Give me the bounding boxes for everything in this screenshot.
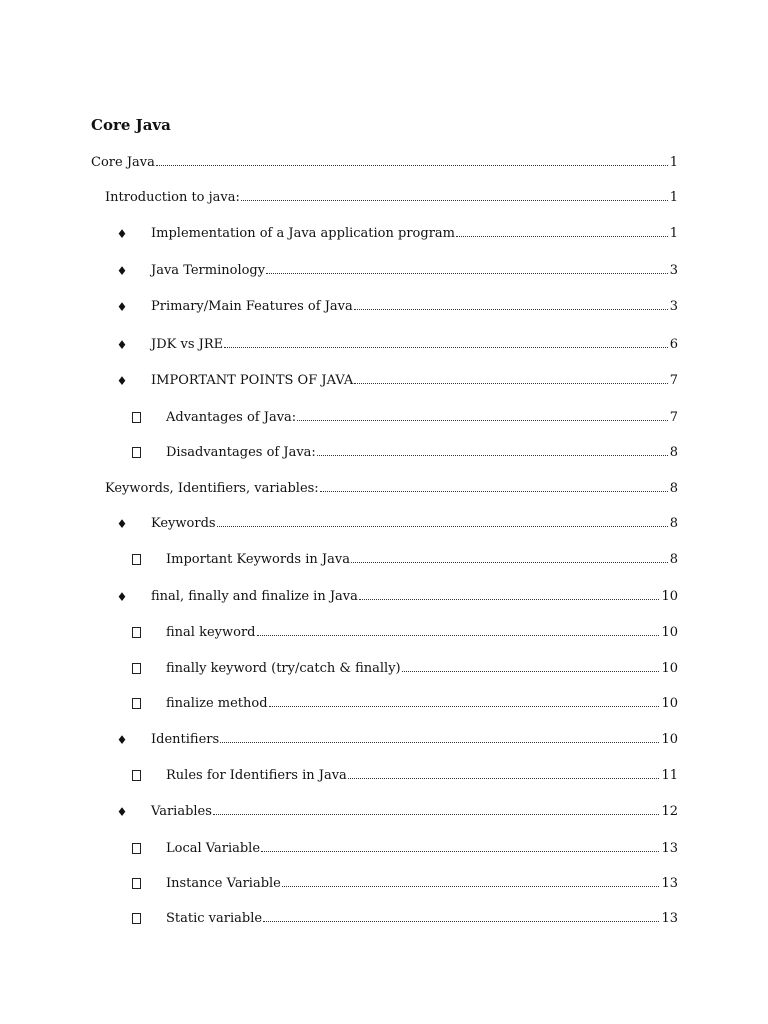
- toc-page-number: 12: [661, 804, 678, 819]
- document-heading: Core Java: [91, 116, 171, 134]
- toc-entry[interactable]: [151, 730, 678, 750]
- dot-leader: [282, 886, 660, 887]
- missing-glyph-icon: [132, 412, 141, 423]
- toc-page-number: 8: [669, 445, 678, 460]
- dot-leader: [297, 420, 668, 421]
- toc-page-number: 8: [669, 516, 678, 531]
- toc-page-number: 10: [661, 696, 678, 711]
- toc-entry[interactable]: [105, 479, 678, 499]
- dot-leader: [317, 455, 668, 456]
- toc-entry-title: Important Keywords in Java: [166, 552, 350, 567]
- toc-entry-title: Static variable: [166, 911, 263, 926]
- toc-page-number: 13: [661, 841, 678, 856]
- toc-entry-title: Implementation of a Java application program: [151, 226, 455, 241]
- toc-entry-title: Rules for Identifiers in Java: [166, 768, 347, 783]
- diamond-bullet-icon: ♦: [116, 590, 128, 604]
- toc-entry[interactable]: [166, 408, 678, 428]
- diamond-bullet-icon: ♦: [116, 805, 128, 819]
- toc-page-number: 10: [661, 589, 678, 604]
- dot-leader: [320, 491, 668, 492]
- dot-leader: [261, 851, 659, 852]
- dot-leader: [351, 562, 668, 563]
- diamond-bullet-icon: ♦: [116, 300, 128, 314]
- toc-page-number: 3: [669, 299, 678, 314]
- toc-entry-title: IMPORTANT POINTS OF JAVA: [151, 373, 354, 388]
- dot-leader: [354, 383, 668, 384]
- missing-glyph-icon: [132, 913, 141, 924]
- toc-entry-title: finalize method: [166, 696, 268, 711]
- toc-page-number: 10: [661, 661, 678, 676]
- toc-page-number: 3: [669, 263, 678, 278]
- dot-leader: [348, 778, 660, 779]
- toc-entry[interactable]: [166, 694, 678, 714]
- toc-entry-title: Keywords, Identifiers, variables:: [105, 481, 319, 496]
- dot-leader: [402, 671, 660, 672]
- toc-entry[interactable]: [166, 623, 678, 643]
- toc-entry[interactable]: [166, 443, 678, 463]
- missing-glyph-icon: [132, 627, 141, 638]
- toc-entry-title: final keyword: [166, 625, 256, 640]
- toc-entry-title: Identifiers: [151, 732, 220, 747]
- toc-page-number: 8: [669, 481, 678, 496]
- dot-leader: [257, 635, 660, 636]
- toc-entry-title: Primary/Main Features of Java: [151, 299, 353, 314]
- toc-entry-title: Java Terminology: [151, 263, 266, 278]
- toc-entry[interactable]: [151, 802, 678, 822]
- toc-entry-title: final, finally and finalize in Java: [151, 589, 358, 604]
- diamond-bullet-icon: ♦: [116, 264, 128, 278]
- toc-entry-title: Keywords: [151, 516, 216, 531]
- missing-glyph-icon: [132, 447, 141, 458]
- toc-entry[interactable]: [166, 659, 678, 679]
- toc-entry[interactable]: [105, 188, 678, 208]
- toc-entry[interactable]: [91, 153, 678, 173]
- dot-leader: [266, 273, 668, 274]
- dot-leader: [156, 165, 668, 166]
- diamond-bullet-icon: ♦: [116, 517, 128, 531]
- toc-entry[interactable]: [151, 371, 678, 391]
- dot-leader: [354, 309, 668, 310]
- toc-entry-title: Local Variable: [166, 841, 261, 856]
- toc-page-number: 10: [661, 625, 678, 640]
- box-bullet-icon: [128, 554, 144, 568]
- toc-entry-title: Introduction to java:: [105, 190, 240, 205]
- dot-leader: [213, 814, 660, 815]
- toc-entry-title: JDK vs JRE: [151, 337, 224, 352]
- toc-page-number: 13: [661, 911, 678, 926]
- box-bullet-icon: [128, 843, 144, 857]
- dot-leader: [269, 706, 660, 707]
- diamond-bullet-icon: ♦: [116, 338, 128, 352]
- toc-page-number: 1: [669, 155, 678, 170]
- diamond-bullet-icon: ♦: [116, 227, 128, 241]
- dot-leader: [456, 236, 668, 237]
- toc-entry[interactable]: [166, 839, 678, 859]
- missing-glyph-icon: [132, 770, 141, 781]
- toc-page-number: 7: [669, 410, 678, 425]
- box-bullet-icon: [128, 913, 144, 927]
- dot-leader: [359, 599, 660, 600]
- toc-entry[interactable]: [166, 874, 678, 894]
- box-bullet-icon: [128, 698, 144, 712]
- toc-page-number: 6: [669, 337, 678, 352]
- missing-glyph-icon: [132, 663, 141, 674]
- toc-entry[interactable]: [151, 261, 678, 281]
- toc-page-number: 8: [669, 552, 678, 567]
- missing-glyph-icon: [132, 698, 141, 709]
- toc-entry[interactable]: [151, 514, 678, 534]
- toc-entry[interactable]: [166, 909, 678, 929]
- toc-entry[interactable]: [151, 335, 678, 355]
- toc-entry-title: Variables: [151, 804, 212, 819]
- dot-leader: [217, 526, 668, 527]
- dot-leader: [224, 347, 668, 348]
- missing-glyph-icon: [132, 843, 141, 854]
- dot-leader: [241, 200, 668, 201]
- toc-entry-title: Instance Variable: [166, 876, 281, 891]
- box-bullet-icon: [128, 447, 144, 461]
- toc-entry-title: Advantages of Java:: [166, 410, 297, 425]
- toc-page-number: 13: [661, 876, 678, 891]
- toc-page-number: 10: [661, 732, 678, 747]
- box-bullet-icon: [128, 412, 144, 426]
- box-bullet-icon: [128, 770, 144, 784]
- toc-page-number: 11: [661, 768, 678, 783]
- dot-leader: [220, 742, 659, 743]
- diamond-bullet-icon: ♦: [116, 733, 128, 747]
- missing-glyph-icon: [132, 554, 141, 565]
- toc-entry-title: Disadvantages of Java:: [166, 445, 316, 460]
- dot-leader: [263, 921, 659, 922]
- diamond-bullet-icon: ♦: [116, 374, 128, 388]
- toc-entry[interactable]: [166, 766, 678, 786]
- toc-page-number: 1: [669, 190, 678, 205]
- toc-entry-title: finally keyword (try/catch & finally): [166, 661, 401, 676]
- box-bullet-icon: [128, 627, 144, 641]
- missing-glyph-icon: [132, 878, 141, 889]
- toc-entry[interactable]: [166, 550, 678, 570]
- toc-page-number: 1: [669, 226, 678, 241]
- toc-entry[interactable]: [151, 224, 678, 244]
- toc-entry[interactable]: [151, 297, 678, 317]
- toc-entry-title: Core Java: [91, 155, 155, 170]
- box-bullet-icon: [128, 663, 144, 677]
- toc-page-number: 7: [669, 373, 678, 388]
- box-bullet-icon: [128, 878, 144, 892]
- toc-entry[interactable]: [151, 587, 678, 607]
